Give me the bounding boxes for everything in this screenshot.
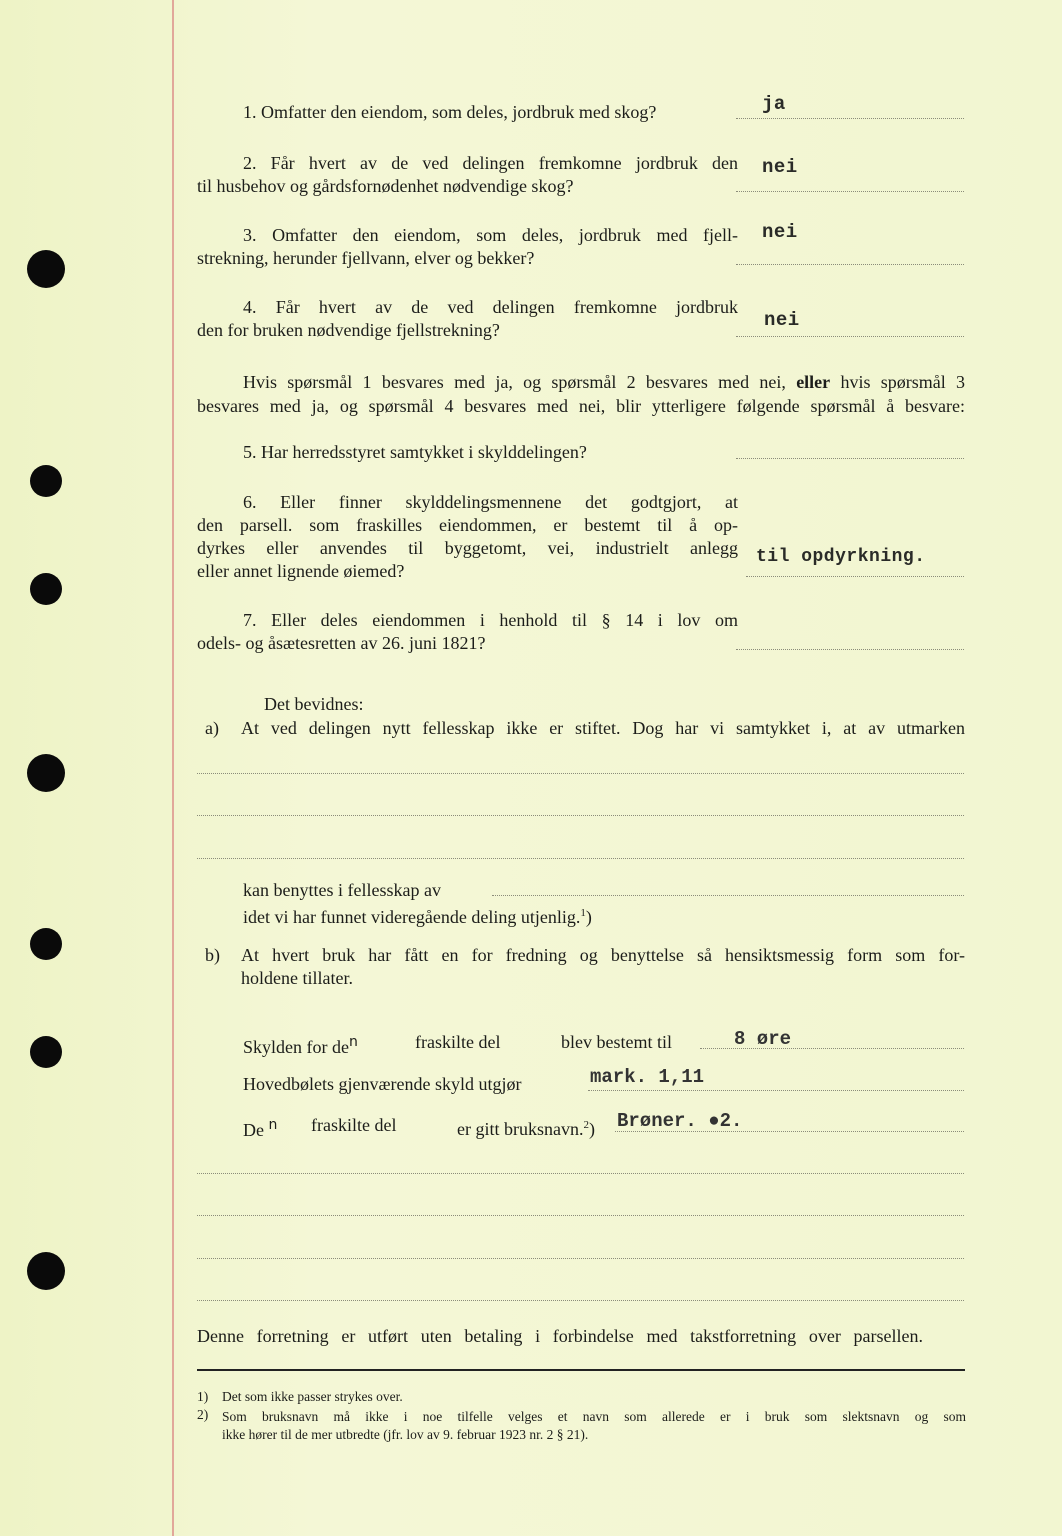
footnote-2-line2: ikke hører til de mer utbredte (jfr. lov av 9. februar 1923 nr. 2 § 21). [222,1427,589,1442]
skyld-row1-right: blev bestemt til [561,1032,672,1052]
footnote-1: Det som ikke passer strykes over. [222,1389,403,1404]
bruksnavn-text: er gitt bruksnavn. [457,1119,584,1139]
closing-statement: Denne forretning er utført uten betaling i forbindelse med takstforretning over parsellen. [197,1326,923,1346]
blank-line [197,773,964,774]
blank-line [197,815,964,816]
skyld-text: Skylden for de [243,1037,349,1057]
item-b-line1: At hvert bruk har fått en for fredning og benyttelse så hensiktsmessig form som for- [241,945,965,965]
question-3-line1: 3. Omfatter den eiendom, som deles, jordbruk med fjell- [243,225,738,245]
bruksnavn-value: Brøner. ●2. [617,1110,743,1132]
answer-2: nei [762,156,798,178]
question-7-line1: 7. Eller deles eiendommen i henhold til § 14 i lov om [243,610,738,630]
answer-line [736,118,964,119]
answer-line [736,191,964,192]
binder-hole [27,1252,65,1290]
answer-3: nei [762,221,798,243]
bevidnes-heading: Det bevidnes: [264,694,364,714]
binder-hole [27,754,65,792]
blank-line [197,1173,964,1174]
question-6-line2: den parsell. som fraskilles eiendommen, er bestemt til å op- [197,515,738,535]
answer-line [736,264,964,265]
answer-line [736,649,964,650]
blank-line [492,895,964,896]
answer-line [736,336,964,337]
question-5: 5. Har herredsstyret samtykket i skylddelingen? [243,442,587,462]
question-6-line3: dyrkes eller anvendes til byggetomt, vei, industrielt anlegg [197,538,738,558]
answer-line [736,458,964,459]
footnote-ref-2: 2 [583,1119,589,1131]
skyld-handwritten-n: n [268,1117,278,1133]
answer-4: nei [764,309,800,331]
skyld-value: 8 øre [734,1028,792,1050]
footnote-ref-1: 1 [580,907,586,919]
answer-line [746,576,964,577]
skyld-line [588,1090,964,1091]
skyld-row3-right [457,1113,595,1141]
skyld-row2-label: Hovedbølets gjenværende skyld utgjør [243,1074,522,1094]
bruksnavn-close: ) [588,1119,595,1139]
binder-hole [30,573,62,605]
footnote-1-mark: 1) [197,1389,209,1404]
binder-hole [30,928,62,960]
question-2-line2: til husbehov og gårdsfornødenhet nødvendige skog? [197,176,574,196]
blank-line [197,858,964,859]
skyld-row1-label [243,1030,358,1059]
intro-text: Hvis spørsmål 1 besvares med ja, og spørsmål 2 besvares med nei, [243,372,786,392]
question-6-line1: 6. Eller finner skylddelingsmennene det godtgjort, at [243,492,738,512]
item-b-label: b) [205,945,220,965]
binder-hole [30,465,62,497]
item-a-label: a) [205,718,219,738]
answer-1: ja [762,93,786,115]
idet-text: idet vi har funnet videregående deling utjenlig.$^1$) [243,907,592,927]
footnote-rule [197,1369,965,1371]
question-1: 1. Omfatter den eiendom, som deles, jordbruk med skog? [243,102,657,122]
margin-line [172,0,174,1536]
skyld-row3-mid: fraskilte del [311,1115,397,1135]
skyld-handwritten-n: n [348,1034,358,1050]
intro-bold: eller [796,372,831,392]
skyld-row3-label [243,1113,277,1142]
idet-body: idet vi har funnet videregående deling utjenlig. [243,907,581,927]
binder-hole [30,1036,62,1068]
skyld-text: De [243,1120,264,1140]
intro-line2: besvares med ja, og spørsmål 4 besvares med nei, blir ytterligere følgende spørsmål å besvare: [197,396,965,416]
footnote-2-line1: Som bruksnavn må ikke i noe tilfelle velges et navn som allerede er i bruk som slektsnavn og som [222,1409,966,1424]
blank-line [197,1258,964,1259]
blank-line [197,1300,964,1301]
item-a-text: At ved delingen nytt fellesskap ikke er stiftet. Dog har vi samtykket i, at av utmarken [241,718,965,738]
skyld-row1-mid: fraskilte del [415,1032,501,1052]
footnote-2-mark: 2) [197,1407,209,1422]
intro-line1 [243,370,965,394]
hovedbol-value: mark. 1,11 [590,1066,705,1088]
kan-benyttes: kan benyttes i fellesskap av [243,880,441,900]
binder-hole [27,250,65,288]
blank-line [197,1215,964,1216]
answer-6: til opdyrkning. [756,547,926,567]
question-2-line1: 2. Får hvert av de ved delingen fremkomne jordbruk den [243,153,738,173]
question-4-line2: den for bruken nødvendige fjellstrekning? [197,320,500,340]
question-4-line1: 4. Får hvert av de ved delingen fremkomne jordbruk [243,297,738,317]
question-6-line4: eller annet lignende øiemed? [197,561,405,581]
question-7-line2: odels- og åsætesretten av 26. juni 1821? [197,633,486,653]
item-b-line2: holdene tillater. [241,968,353,988]
question-3-line2: strekning, herunder fjellvann, elver og bekker? [197,248,535,268]
intro-text: hvis spørsmål 3 [840,372,966,392]
